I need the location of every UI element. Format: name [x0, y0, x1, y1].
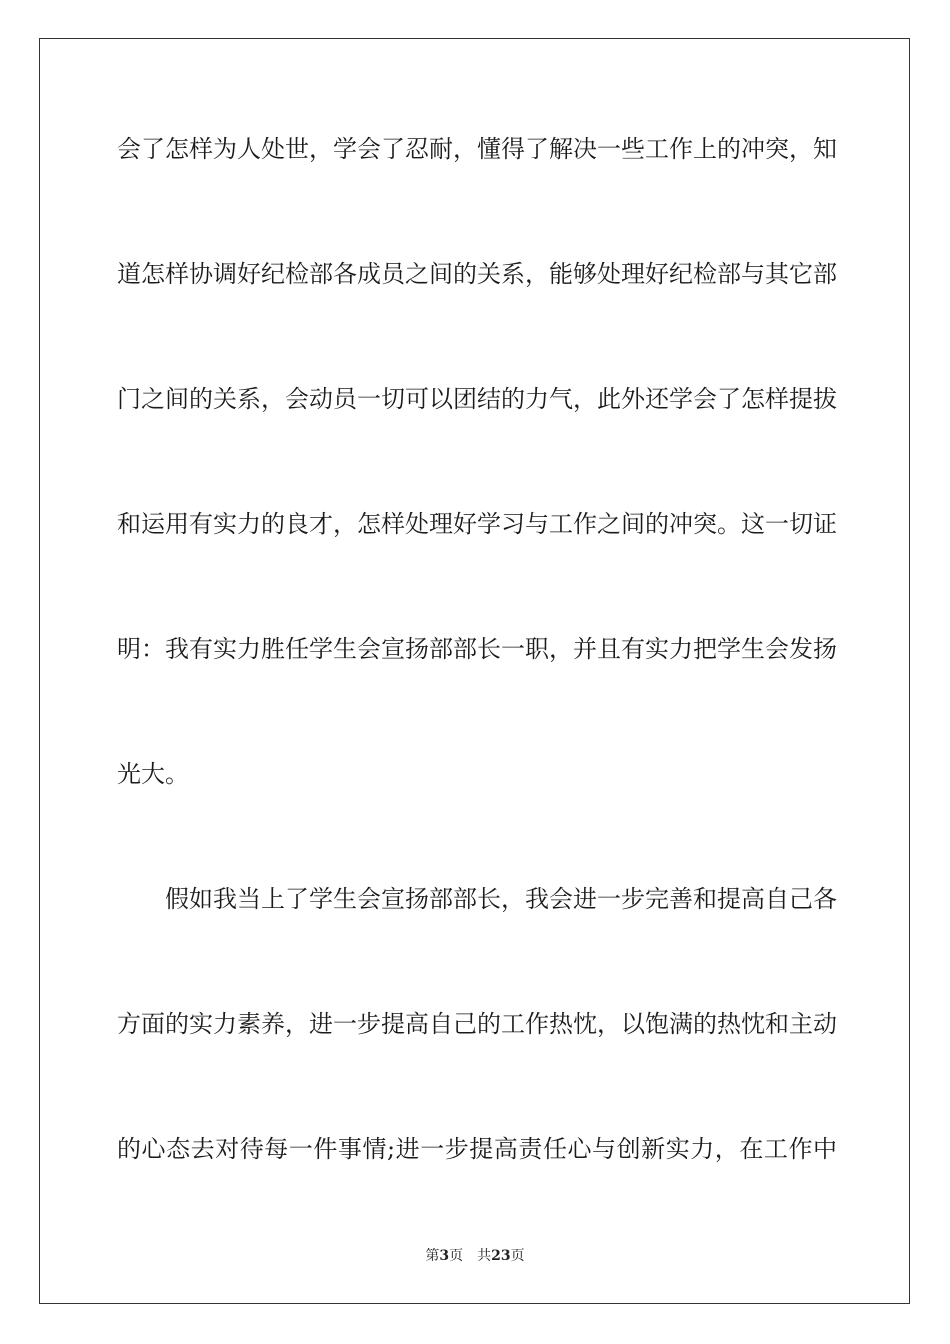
paragraph-1-line-2: 道怎样协调好纪检部各成员之间的关系，能够处理好纪检部与其它部: [117, 260, 837, 288]
paragraph-2-line-1: 假如我当上了学生会宣扬部部长，我会进一步完善和提高自己各: [165, 885, 837, 913]
paragraph-1-line-5: 明：我有实力胜任学生会宣扬部部长一职，并且有实力把学生会发扬: [117, 635, 837, 663]
paragraph-1-line-6: 光大。: [117, 760, 189, 788]
paragraph-2-line-2: 方面的实力素养，进一步提高自己的工作热忱，以饱满的热忱和主动: [117, 1010, 837, 1038]
paragraph-1-line-4: 和运用有实力的良才，怎样处理好学习与工作之间的冲突。这一切证: [117, 510, 837, 538]
total-pages: 23: [491, 1248, 511, 1264]
total-suffix: 页: [510, 1248, 525, 1264]
page-number: 3: [439, 1248, 450, 1264]
page-suffix: 页: [449, 1248, 464, 1264]
paragraph-1-line-3: 门之间的关系，会动员一切可以团结的力气，此外还学会了怎样提拔: [117, 385, 837, 413]
page-footer: [0, 1247, 950, 1265]
page-prefix: 第: [425, 1248, 440, 1264]
total-prefix: 共: [477, 1248, 492, 1264]
paragraph-2-line-3: 的心态去对待每一件事情;进一步提高责任心与创新实力，在工作中: [117, 1135, 837, 1163]
paragraph-1-line-1: 会了怎样为人处世，学会了忍耐，懂得了解决一些工作上的冲突，知: [117, 135, 837, 163]
page-border: [39, 38, 910, 1304]
